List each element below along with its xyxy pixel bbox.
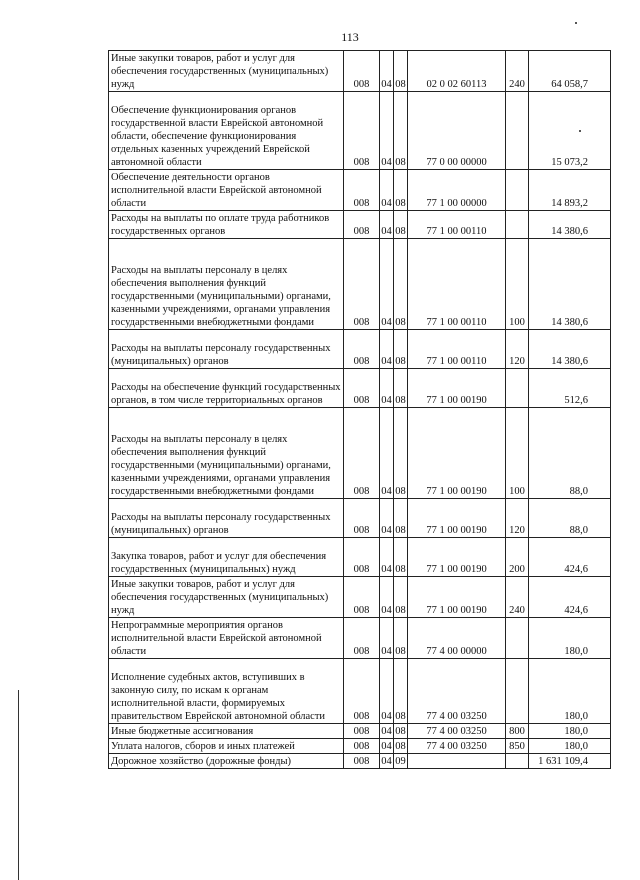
table-row [109, 330, 611, 369]
table-cell-name: Исполнение судебных актов, вступивших в законную силу, по искам к органам исполнительной власти, формируемых правительством Еврейской автономной области [109, 659, 344, 724]
table-cell-subsection-code: 08 [394, 659, 408, 724]
table-cell-name: Расходы на выплаты по оплате труда работников государственных органов [109, 211, 344, 239]
table-cell-subsection-code: 08 [394, 239, 408, 330]
table-cell-name: Дорожное хозяйство (дорожные фонды) [109, 754, 344, 769]
table-cell-amount: 64 058,7 [529, 51, 611, 92]
table-cell-section-code: 04 [380, 659, 394, 724]
table-row [109, 538, 611, 577]
table-cell-ministry-code: 008 [344, 724, 380, 739]
table-row [109, 369, 611, 408]
table-cell-expense-type-code: 850 [506, 739, 529, 754]
table-cell-ministry-code: 008 [344, 739, 380, 754]
table-cell-target-code: 77 1 00 00000 [408, 170, 506, 211]
table-cell-subsection-code: 09 [394, 754, 408, 769]
table-cell-target-code: 77 1 00 00190 [408, 538, 506, 577]
table-cell-ministry-code: 008 [344, 330, 380, 369]
table-cell-expense-type-code [506, 170, 529, 211]
table-cell-section-code: 04 [380, 51, 394, 92]
table-cell-expense-type-code [506, 369, 529, 408]
table-cell-section-code: 04 [380, 369, 394, 408]
table-cell-target-code: 77 4 00 00000 [408, 618, 506, 659]
table-cell-expense-type-code [506, 618, 529, 659]
table-cell-section-code: 04 [380, 538, 394, 577]
table-cell-amount: 14 893,2 [529, 170, 611, 211]
table-cell-subsection-code: 08 [394, 51, 408, 92]
table-cell-section-code: 04 [380, 739, 394, 754]
table-cell-ministry-code: 008 [344, 239, 380, 330]
table-cell-name: Непрограммные мероприятия органов исполнительной власти Еврейской автономной области [109, 618, 344, 659]
table-cell-expense-type-code [506, 92, 529, 170]
table-cell-ministry-code: 008 [344, 369, 380, 408]
table-row [109, 659, 611, 724]
table-cell-subsection-code: 08 [394, 170, 408, 211]
table-cell-expense-type-code [506, 754, 529, 769]
table-cell-subsection-code: 08 [394, 499, 408, 538]
table-cell-amount: 15 073,2 [529, 92, 611, 170]
table-cell-subsection-code: 08 [394, 92, 408, 170]
table-row [109, 239, 611, 330]
table-row [109, 408, 611, 499]
table-cell-amount: 180,0 [529, 659, 611, 724]
table-cell-ministry-code: 008 [344, 754, 380, 769]
table-cell-name: Расходы на выплаты персоналу в целях обеспечения выполнения функций государственными (муниципальными) органами, казенными учреждениями, органами управления государственными внебюджетными фондами [109, 408, 344, 499]
table-cell-section-code: 04 [380, 499, 394, 538]
table-cell-amount: 88,0 [529, 408, 611, 499]
table-cell-target-code: 77 4 00 03250 [408, 739, 506, 754]
table-cell-expense-type-code: 100 [506, 239, 529, 330]
table-cell-target-code [408, 754, 506, 769]
table-cell-name: Обеспечение функционирования органов государственной власти Еврейской автономной области, обеспечение функционирования отдельных казенных учреждений Еврейской автономной области [109, 92, 344, 170]
table-cell-amount: 424,6 [529, 538, 611, 577]
table-cell-subsection-code: 08 [394, 538, 408, 577]
table-cell-expense-type-code: 200 [506, 538, 529, 577]
table-cell-target-code: 77 1 00 00110 [408, 211, 506, 239]
table-cell-ministry-code: 008 [344, 51, 380, 92]
table-cell-ministry-code: 008 [344, 170, 380, 211]
table-cell-target-code: 77 1 00 00190 [408, 499, 506, 538]
table-cell-target-code: 77 0 00 00000 [408, 92, 506, 170]
table-cell-ministry-code: 008 [344, 211, 380, 239]
table-cell-amount: 180,0 [529, 618, 611, 659]
table-cell-expense-type-code: 240 [506, 577, 529, 618]
table-row [109, 92, 611, 170]
table-cell-ministry-code: 008 [344, 499, 380, 538]
table-cell-name: Уплата налогов, сборов и иных платежей [109, 739, 344, 754]
table-cell-ministry-code: 008 [344, 408, 380, 499]
table-cell-amount: 88,0 [529, 499, 611, 538]
table-cell-name: Расходы на выплаты персоналу государственных (муниципальных) органов [109, 499, 344, 538]
table-cell-amount: 1 631 109,4 [529, 754, 611, 769]
table-cell-target-code: 77 1 00 00190 [408, 369, 506, 408]
table-cell-target-code: 77 1 00 00190 [408, 577, 506, 618]
table-row [109, 499, 611, 538]
table-cell-target-code: 02 0 02 60113 [408, 51, 506, 92]
table-cell-target-code: 77 4 00 03250 [408, 659, 506, 724]
table-cell-name: Расходы на выплаты персоналу государственных (муниципальных) органов [109, 330, 344, 369]
budget-table-body [109, 51, 611, 769]
table-row [109, 577, 611, 618]
table-row [109, 739, 611, 754]
table-cell-section-code: 04 [380, 408, 394, 499]
scan-speck [575, 22, 577, 24]
table-cell-section-code: 04 [380, 239, 394, 330]
table-cell-expense-type-code: 120 [506, 499, 529, 538]
table-cell-expense-type-code: 240 [506, 51, 529, 92]
table-cell-amount: 180,0 [529, 724, 611, 739]
table-row [109, 724, 611, 739]
table-cell-section-code: 04 [380, 92, 394, 170]
table-cell-target-code: 77 1 00 00110 [408, 330, 506, 369]
table-cell-amount: 424,6 [529, 577, 611, 618]
table-cell-amount: 14 380,6 [529, 211, 611, 239]
table-cell-target-code: 77 4 00 03250 [408, 724, 506, 739]
table-cell-amount: 14 380,6 [529, 330, 611, 369]
table-cell-expense-type-code [506, 659, 529, 724]
table-cell-subsection-code: 08 [394, 369, 408, 408]
page-number: 113 [341, 30, 359, 44]
table-cell-expense-type-code [506, 211, 529, 239]
table-cell-amount: 512,6 [529, 369, 611, 408]
table-cell-subsection-code: 08 [394, 330, 408, 369]
table-row [109, 51, 611, 92]
table-cell-subsection-code: 08 [394, 577, 408, 618]
table-cell-expense-type-code: 120 [506, 330, 529, 369]
binding-margin-line [18, 690, 19, 880]
table-cell-name: Иные бюджетные ассигнования [109, 724, 344, 739]
table-cell-ministry-code: 008 [344, 618, 380, 659]
table-cell-section-code: 04 [380, 618, 394, 659]
table-cell-section-code: 04 [380, 211, 394, 239]
table-cell-ministry-code: 008 [344, 538, 380, 577]
table-cell-ministry-code: 008 [344, 92, 380, 170]
scan-speck [579, 130, 581, 132]
table-row [109, 754, 611, 769]
table-cell-target-code: 77 1 00 00190 [408, 408, 506, 499]
table-cell-section-code: 04 [380, 330, 394, 369]
table-row [109, 170, 611, 211]
table-cell-name: Расходы на выплаты персоналу в целях обеспечения выполнения функций государственными (муниципальными) органами, казенными учреждениями, органами управления государственными внебюджетными фондами [109, 239, 344, 330]
table-cell-name: Иные закупки товаров, работ и услуг для обеспечения государственных (муниципальных) нужд [109, 51, 344, 92]
table-cell-section-code: 04 [380, 724, 394, 739]
table-cell-section-code: 04 [380, 170, 394, 211]
table-cell-section-code: 04 [380, 577, 394, 618]
table-cell-amount: 180,0 [529, 739, 611, 754]
table-cell-subsection-code: 08 [394, 724, 408, 739]
table-cell-name: Обеспечение деятельности органов исполнительной власти Еврейской автономной области [109, 170, 344, 211]
table-cell-subsection-code: 08 [394, 618, 408, 659]
table-cell-subsection-code: 08 [394, 739, 408, 754]
table-cell-subsection-code: 08 [394, 211, 408, 239]
table-row [109, 618, 611, 659]
table-cell-name: Иные закупки товаров, работ и услуг для обеспечения государственных (муниципальных) нужд [109, 577, 344, 618]
table-cell-expense-type-code: 800 [506, 724, 529, 739]
table-cell-ministry-code: 008 [344, 659, 380, 724]
table-cell-name: Расходы на обеспечение функций государственных органов, в том числе территориальных органов [109, 369, 344, 408]
table-cell-subsection-code: 08 [394, 408, 408, 499]
table-cell-ministry-code: 008 [344, 577, 380, 618]
budget-table [108, 50, 611, 769]
table-cell-target-code: 77 1 00 00110 [408, 239, 506, 330]
table-cell-name: Закупка товаров, работ и услуг для обеспечения государственных (муниципальных) нужд [109, 538, 344, 577]
table-cell-expense-type-code: 100 [506, 408, 529, 499]
table-row [109, 211, 611, 239]
table-cell-amount: 14 380,6 [529, 239, 611, 330]
table-cell-section-code: 04 [380, 754, 394, 769]
